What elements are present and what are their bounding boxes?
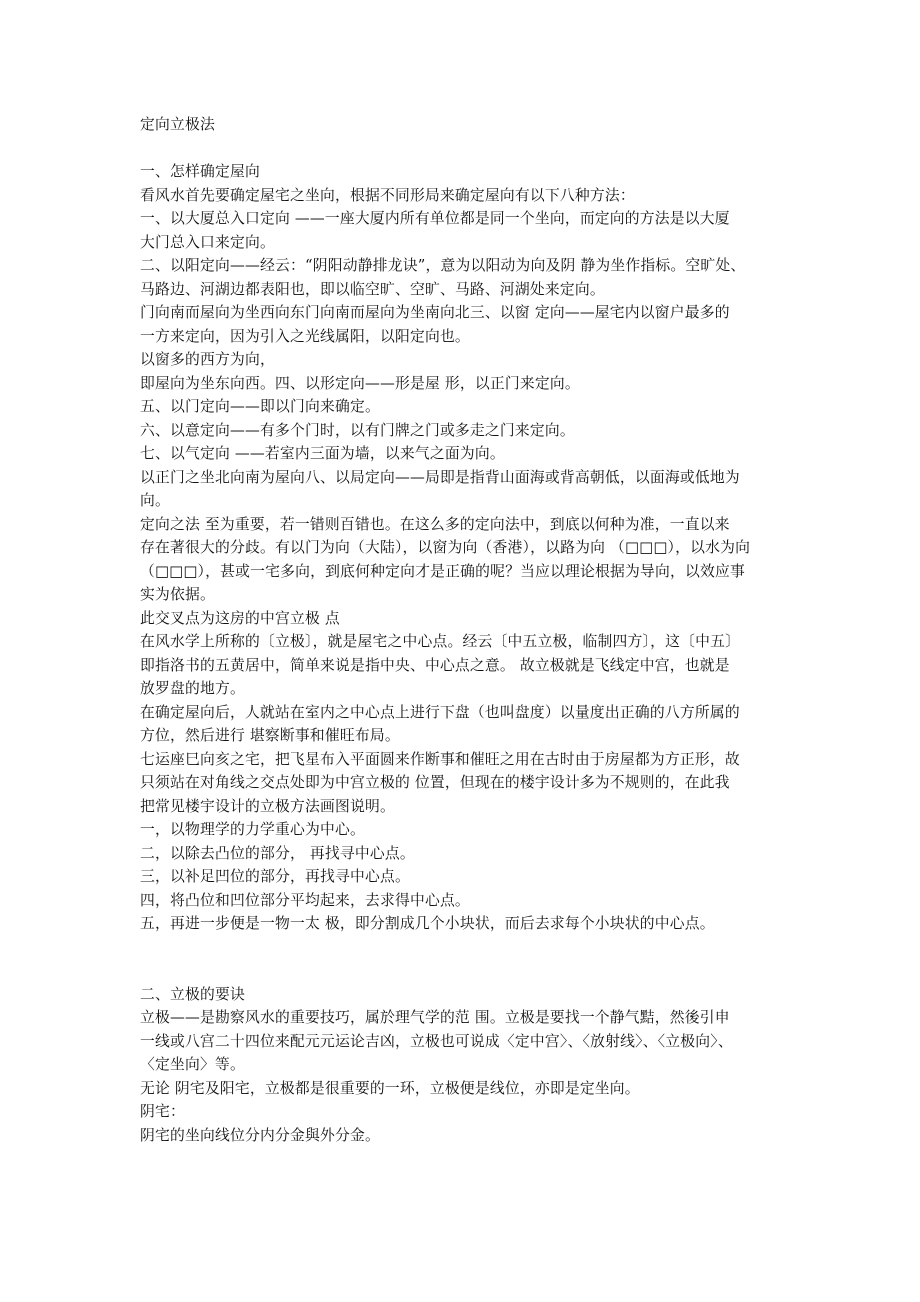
spacer [140, 137, 790, 161]
paragraph-line: 把常见楼宇设计的立极方法画图说明。 [140, 797, 395, 815]
section-heading-2: 二、立极的要诀 [140, 985, 245, 1003]
paragraph-line: 一线或八宫二十四位来配元元运论吉凶，立极也可说成〈定中宫〉、〈放射线〉、〈立极向〉、 [140, 1032, 733, 1050]
paragraph-line: 定向之法 至为重要，若一错则百错也。在这么多的定向法中，到底以何种为准，一直以来 [140, 515, 730, 533]
paragraph-line: 二、以阳定向——经云：“阴阳动静排龙诀”，意为以阳动为向及阴 静为坐作指标。空旷处、 [140, 257, 746, 274]
document-title: 定向立极法 [140, 116, 215, 133]
paragraph-line: 即屋向为坐东向西。四、以形定向——形是屋 形，以正门来定向。 [140, 374, 580, 392]
paragraph-line: 向。 [140, 492, 170, 509]
section-heading-1: 一、怎样确定屋向 [140, 163, 260, 180]
paragraph-line: 一、以大厦总入口定向 ——一座大厦内所有单位都是同一个坐向，而定向的方法是以大厦 [140, 210, 730, 227]
paragraph-line: 七、以气定向 ——若室内三面为墙，以来气之面为向。 [140, 445, 505, 462]
paragraph-line: 大门总入口来定向。 [140, 233, 275, 251]
paragraph-line: 一，以物理学的力学重心为中心。 [140, 821, 365, 838]
spacer [140, 936, 790, 983]
paragraph-line: 阴宅的坐向线位分内分金與外分金。 [140, 1126, 380, 1144]
paragraph-line: 以正门之坐北向南为屋向八、以局定向——局即是指背山面海或背高朝低，以面海或低地为 [140, 468, 740, 486]
paragraph-line: 只须站在对角线之交点处即为中宫立极的 位置，但现在的楼宇设计多为不规则的，在此我 [140, 774, 730, 791]
paragraph-line: 立极——是勘察风水的重要技巧，属於理气学的范 围。立极是要找一个静气黠，然後引申 [140, 1009, 730, 1026]
paragraph-line: 马路边、河湖边都表阳也，即以临空旷、空旷、马路、河湖处来定向。 [140, 280, 605, 298]
paragraph-line: 〈定坐向〉等。 [140, 1056, 245, 1073]
paragraph-line: 二，以除去凸位的部分， 再找寻中心点。 [140, 844, 415, 862]
paragraph-line: 实为依据。 [140, 586, 215, 603]
paragraph-line: （□□□），甚或一宅多向，到底何种定向才是正确的呢？当应以理论根据为导向，以效应事 [140, 562, 746, 580]
paragraph-line: 以窗多的西方为向， [140, 351, 275, 368]
paragraph-line: 五、以门定向——即以门向来确定。 [140, 398, 380, 415]
paragraph-line: 在确定屋向后，人就站在室内之中心点上进行下盘（也叫盘度）以量度出正确的八方所属的 [140, 703, 740, 721]
paragraph-line: 阴宅： [140, 1103, 185, 1120]
paragraph-line: 此交叉点为这房的中宫立极 点 [140, 609, 340, 627]
paragraph-line: 一方来定向，因为引入之光线属阳，以阳定向也。 [140, 327, 470, 345]
paragraph-line: 方位，然后进行 堪察断事和催旺布局。 [140, 727, 400, 744]
paragraph-line: 放罗盘的地方。 [140, 680, 245, 697]
paragraph-line: 六、以意定向——有多个门时，以有门牌之门或多走之门来定向。 [140, 421, 575, 439]
paragraph-line: 五，再进一步便是一物一太 极，即分割成几个小块状，而后去求每个小块状的中心点。 [140, 915, 715, 932]
paragraph-line: 在风水学上所称的〔立极〕，就是屋宅之中心点。经云〔中五立极，临制四方〕，这〔中五〕 [140, 633, 741, 650]
document-page [140, 113, 790, 1147]
paragraph-line: 四，将凸位和凹位部分平均起来，去求得中心点。 [140, 891, 470, 909]
paragraph-line: 存在著很大的分歧。有以门为向（大陆），以窗为向（香港），以路为向 （□□□），以水为向 [140, 539, 751, 556]
paragraph-line: 看风水首先要确定屋宅之坐向，根据不同形局来确定屋向有以下八种方法： [140, 186, 635, 204]
paragraph-line: 无论 阴宅及阳宅，立极都是很重要的一环，立极便是线位，亦即是定坐向。 [140, 1079, 640, 1097]
paragraph-line: 门向南而屋向为坐西向东门向南而屋向为坐南向北三、以窗 定向——屋宅内以窗户最多的 [140, 304, 730, 321]
paragraph-line: 三，以补足凹位的部分，再找寻中心点。 [140, 868, 410, 885]
paragraph-line: 七运座巳向亥之宅，把飞星布入平面圆来作断事和催旺之用在古时由于房屋都为方正形，故 [140, 750, 740, 768]
paragraph-line: 即指洛书的五黄居中，简单来说是指中央、中心点之意。 故立极就是飞线定中宫，也就是 [140, 656, 730, 674]
